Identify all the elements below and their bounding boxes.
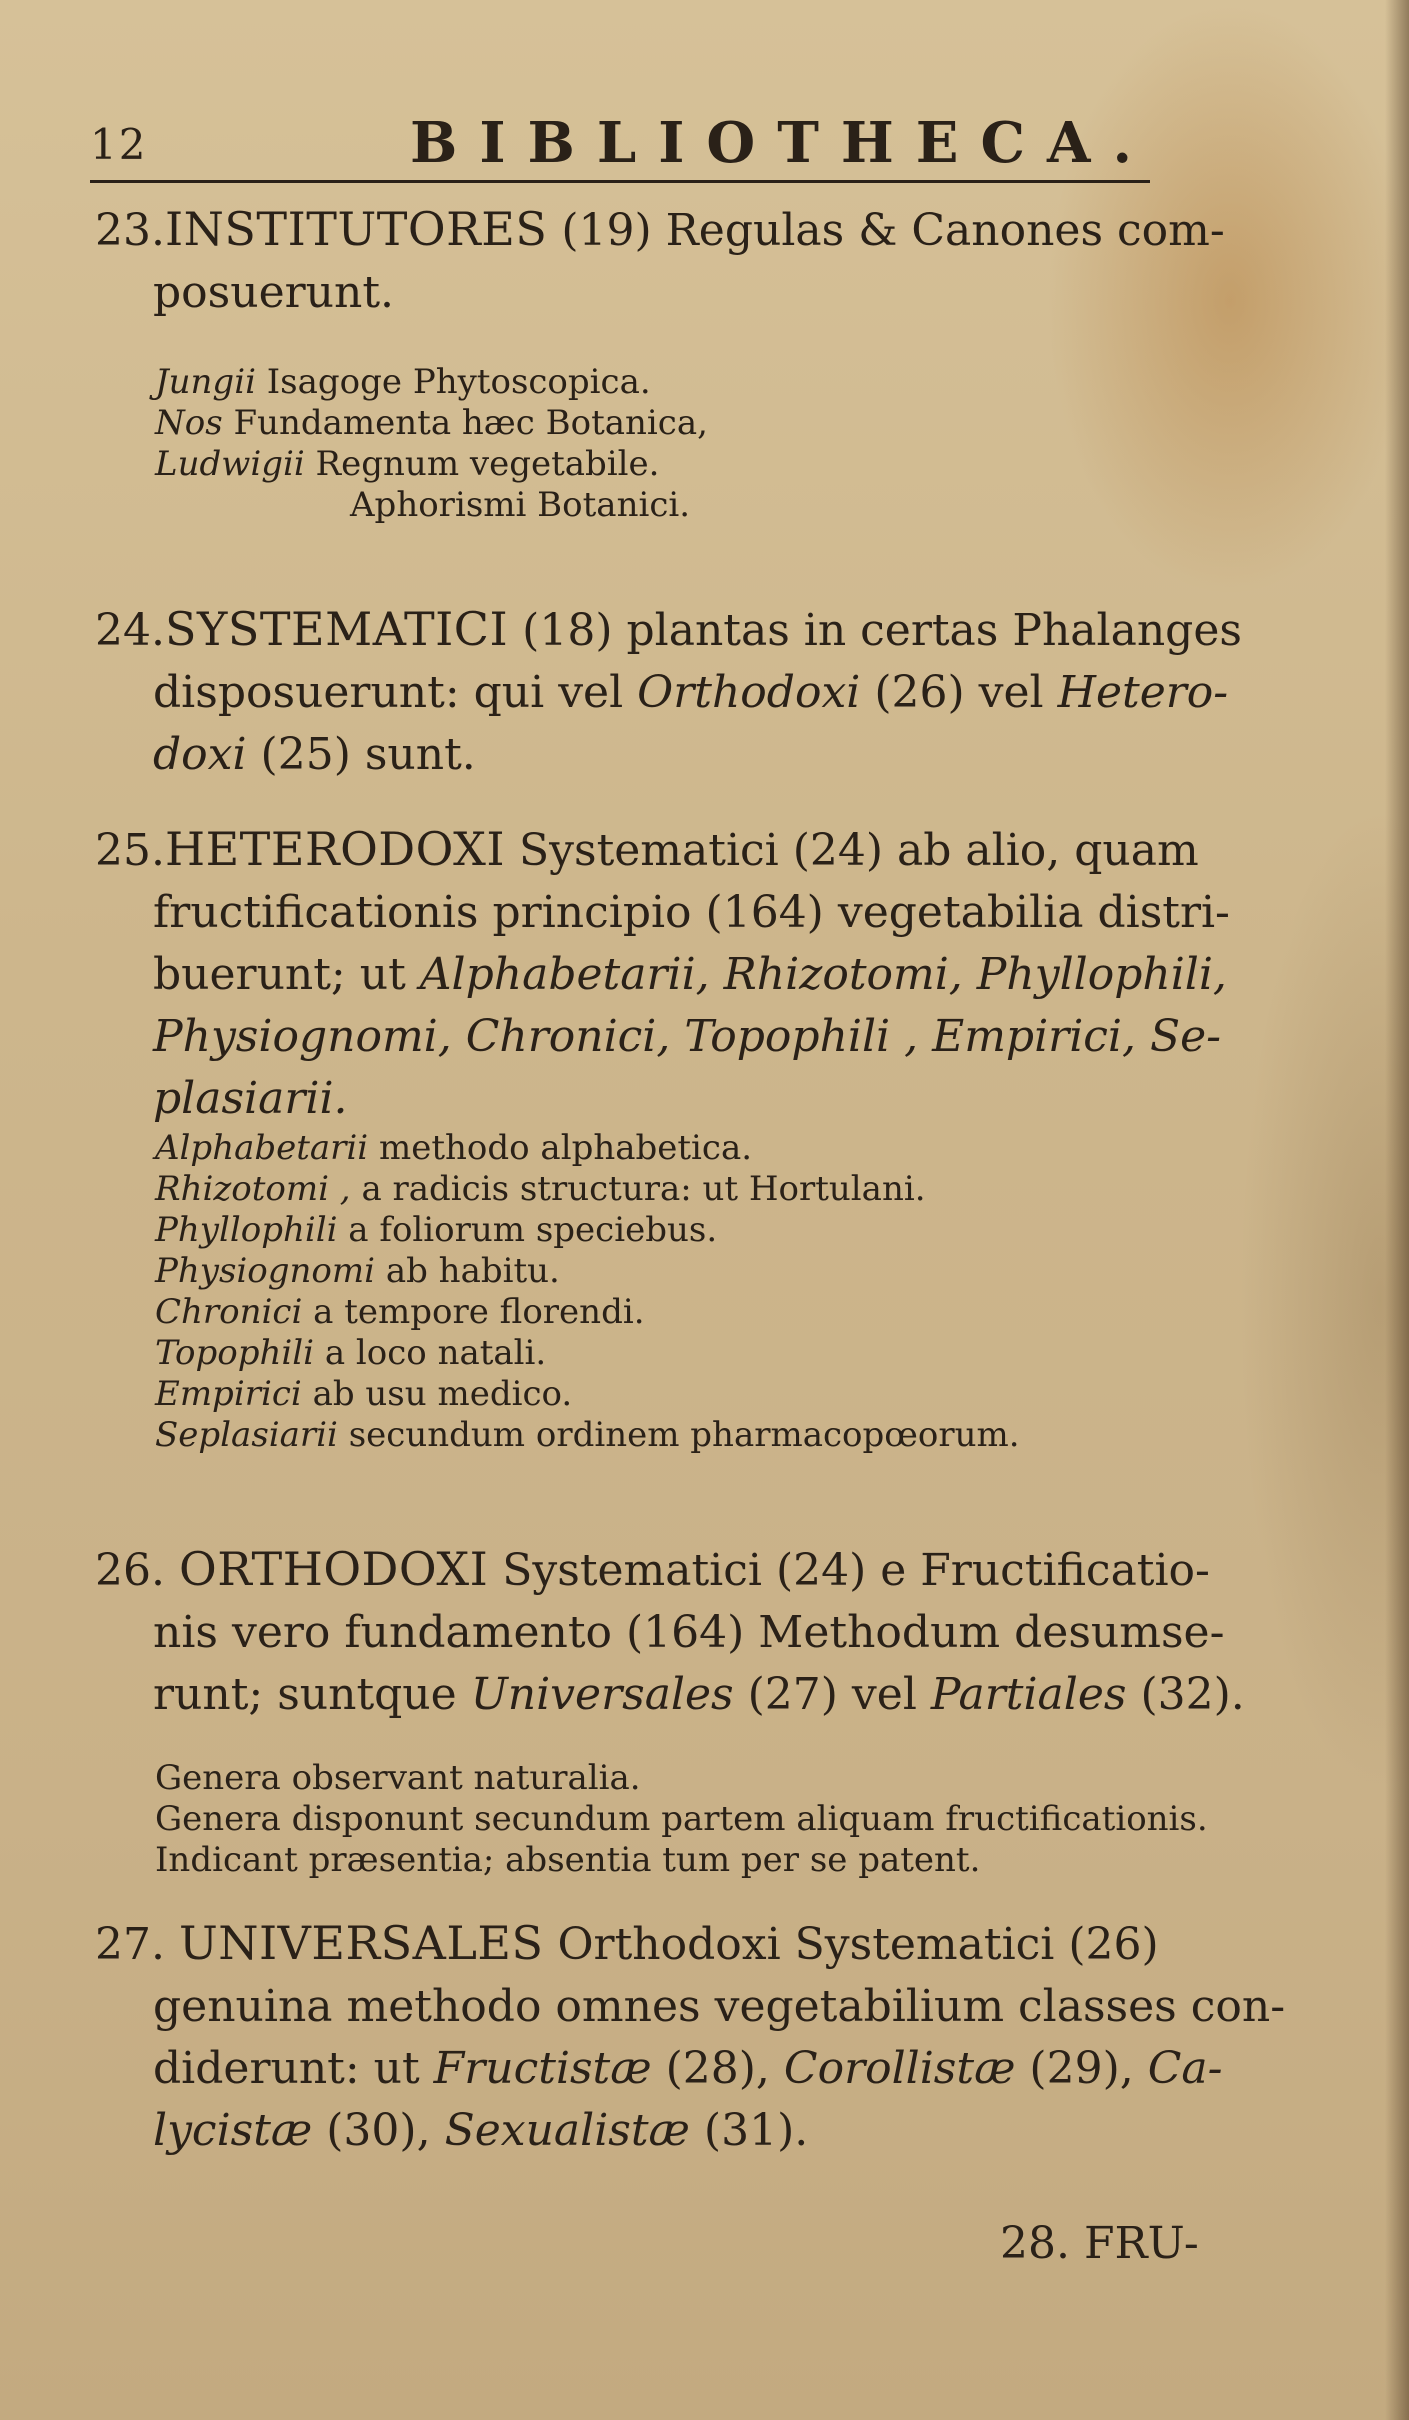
entry-term: Partiales (930, 1669, 1127, 1720)
term-name: Physiognomi (155, 1251, 376, 1291)
note-text: ab habitu. (385, 1251, 560, 1291)
term-name: Topophili (155, 1333, 315, 1373)
author-name: Nos (155, 403, 223, 443)
entry-text: (25) sunt. (260, 729, 476, 780)
note-text: ab usu medico. (312, 1374, 573, 1414)
entry-text: (18) plantas in certas Phalanges (522, 605, 1242, 656)
page-spine-shadow (1385, 0, 1409, 2420)
note-25 (155, 1128, 1305, 1456)
term-name: Phyllophili (155, 1210, 338, 1250)
entry-number: 27. (95, 1919, 165, 1970)
entry-number: 25. (95, 825, 165, 876)
entry-26 (95, 1538, 1335, 1726)
entry-27 (95, 1912, 1335, 2162)
running-title: BIBLIOTHECA. (410, 110, 1154, 176)
term-name: Alphabetarii (155, 1128, 369, 1168)
entry-term: Physiognomi, Chronici, Topophili , Empirici, Se- (153, 1011, 1222, 1062)
note-text: Genera disponunt secundum partem aliquam fructificationis. (155, 1799, 1208, 1839)
term-name: Seplasiarii (155, 1415, 338, 1455)
term-name: Chronici (155, 1292, 303, 1332)
entry-text: (32). (1140, 1669, 1245, 1720)
entry-term: Fructistæ (433, 2043, 652, 2094)
entry-24 (95, 598, 1335, 786)
author-name: Ludwigii (155, 444, 305, 484)
entry-term: plasiarii. (153, 1073, 348, 1124)
entry-term: Alphabetarii, Rhizotomi, Phyllophili, (419, 949, 1227, 1000)
note-text: Indicant præsentia; absentia tum per se patent. (155, 1840, 981, 1880)
catchword: 28. FRU- (1000, 2218, 1199, 2269)
entry-text: (28), (665, 2043, 770, 2094)
entry-name: ORTHODOXI (178, 1542, 489, 1596)
entry-name: UNIVERSALES (178, 1916, 544, 1970)
note-text: methodo alphabetica. (379, 1128, 753, 1168)
entry-text: (26) vel (874, 667, 1044, 718)
note-23 (155, 362, 1305, 526)
entry-text: nis vero fundamento (164) Methodum desumse- (153, 1607, 1225, 1658)
entry-text: buerunt; ut (153, 949, 406, 1000)
header-rule (90, 180, 1150, 183)
entry-term: doxi (153, 729, 247, 780)
entry-term: Universales (470, 1669, 734, 1720)
entry-number: 26. (95, 1545, 165, 1596)
note-text: Fundamenta hæc Botanica, (233, 403, 708, 443)
entry-number: 24. (95, 605, 165, 656)
entry-text: (27) vel (747, 1669, 917, 1720)
entry-text: (31). (703, 2105, 809, 2156)
entry-name: SYSTEMATICI (164, 602, 509, 656)
note-text: Aphorismi Botanici. (350, 485, 691, 525)
entry-term: Corollistæ (783, 2043, 1016, 2094)
entry-term: Ca- (1147, 2043, 1223, 2094)
author-name: Jungii (155, 362, 256, 402)
note-text: Regnum vegetabile. (315, 444, 660, 484)
entry-text: Systematici (24) e Fructificatio- (502, 1545, 1210, 1596)
note-text: a loco natali. (324, 1333, 547, 1373)
entry-25 (95, 818, 1335, 1130)
note-text: a foliorum speciebus. (348, 1210, 718, 1250)
entry-number: 23. (95, 205, 165, 256)
note-26 (155, 1758, 1305, 1881)
note-text: a tempore florendi. (313, 1292, 645, 1332)
entry-text: (30), (326, 2105, 431, 2156)
entry-text: runt; suntque (153, 1669, 457, 1720)
entry-text: (29), (1029, 2043, 1134, 2094)
entry-term: lycistæ (153, 2105, 313, 2156)
entry-text: Systematici (24) ab alio, quam (519, 825, 1199, 876)
entry-text: Orthodoxi Systematici (26) (557, 1919, 1159, 1970)
entry-23 (95, 198, 1335, 324)
note-text: Genera observant naturalia. (155, 1758, 641, 1798)
entry-text: (19) Regulas & Canones com- (561, 205, 1225, 256)
entry-text: fructificationis principio (164) vegetabilia distri- (153, 887, 1230, 938)
entry-name: HETERODOXI (164, 822, 505, 876)
entry-text: disposuerunt: qui vel (153, 667, 624, 718)
entry-text: diderunt: ut (153, 2043, 420, 2094)
page-number: 12 (90, 120, 148, 169)
term-name: Empirici (155, 1374, 302, 1414)
note-text: Isagoge Phytoscopica. (266, 362, 651, 402)
entry-term: Orthodoxi (637, 667, 861, 718)
note-text: a radicis structura: ut Hortulani. (361, 1169, 926, 1209)
entry-text: genuina methodo omnes vegetabilium classes con- (153, 1981, 1286, 2032)
entry-name: INSTITUTORES (164, 202, 548, 256)
page-header (90, 110, 1154, 180)
entry-term: Hetero- (1057, 667, 1229, 718)
note-text: secundum ordinem pharmacopœorum. (348, 1415, 1020, 1455)
term-name: Rhizotomi , (155, 1169, 351, 1209)
entry-text: posuerunt. (153, 267, 394, 318)
entry-term: Sexualistæ (444, 2105, 690, 2156)
